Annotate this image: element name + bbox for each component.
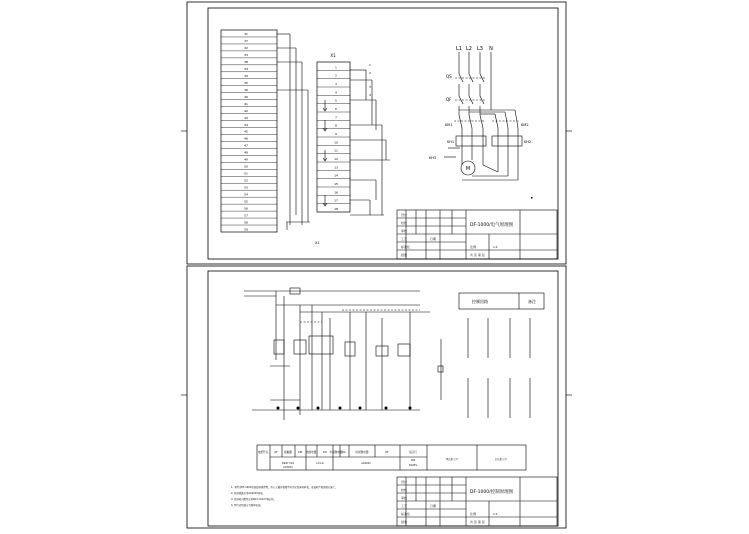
terminal-row-label: 31 — [244, 32, 248, 37]
terminal-row-label: 7 — [335, 115, 337, 120]
title-block-1 — [397, 210, 557, 259]
control-table-header-right: 备注 — [528, 299, 536, 304]
terminal-row-label: 56 — [244, 206, 248, 211]
note-line: 1. 本图为DF-1000系统控制原理图，所有元器件规格型号详见设备材料表，安装时严格按规范施工。 — [231, 486, 338, 489]
spec-table-header: 指示灯 — [409, 451, 417, 454]
power-lines — [456, 46, 493, 52]
terminal-row-label: 40 — [244, 94, 248, 99]
power-line-label: L3 — [477, 46, 483, 52]
note-line: 2. 控制回路采用AC220V供电。 — [231, 492, 266, 495]
motor-label: M — [465, 166, 471, 172]
terminal-row-label: 39 — [244, 74, 248, 79]
terminal-row-label: 3 — [335, 81, 337, 86]
spec-table-header: KM — [298, 451, 302, 454]
spec-table-header: KH — [323, 451, 327, 454]
terminal-row-label: 49 — [244, 157, 248, 162]
spec-table-header: QF — [274, 451, 278, 454]
spec-table-value: AC220V — [361, 462, 371, 465]
terminal-row-label: 59 — [244, 227, 248, 232]
title-block-cell: 比例 — [470, 245, 477, 249]
spec-table-header: KT — [385, 451, 389, 454]
terminal-row-label: 54 — [244, 192, 248, 197]
power-circuit — [444, 52, 522, 180]
kh2-label: KH2 — [524, 140, 532, 144]
title-block-cell: 设计 — [401, 213, 408, 217]
km2-label: KM2 — [521, 123, 529, 127]
spec-table-values — [282, 457, 508, 469]
terminal-row-label: 55 — [244, 199, 248, 204]
power-line-label: L1 — [456, 46, 462, 52]
spec-table-value: LC1-D — [316, 462, 324, 465]
spec-table-value: 绿色指示灯 — [446, 458, 458, 461]
spec-table-header: KA — [342, 451, 346, 454]
spec-table-header: 接触器 — [284, 451, 292, 454]
title-block-cell: 校核 — [401, 221, 408, 225]
terminal-row-label: 13 — [334, 165, 338, 170]
terminal-row-label: 36 — [244, 87, 248, 92]
terminal-block-b-header: X1 — [330, 53, 336, 58]
title-block-cell: 工艺 — [401, 504, 408, 508]
terminal-row-label: 32 — [244, 46, 248, 51]
terminal-side-label: 4 — [369, 93, 371, 97]
terminal-row-label: 18 — [334, 206, 338, 211]
control-circuit-markers — [277, 407, 412, 410]
terminal-row-label: 16 — [334, 190, 338, 195]
notes — [231, 485, 337, 507]
terminal-row-label: 50 — [244, 164, 248, 169]
kh1-label: KH1 — [447, 140, 455, 144]
title-block-cell: 批准 — [401, 253, 408, 257]
terminal-row-label: 45 — [244, 129, 248, 134]
title-block-cell: 共 张 第 张 — [470, 253, 485, 257]
title-block-2-title: DF-1000/控制原理图 — [470, 490, 514, 495]
terminal-row-label: 17 — [334, 198, 338, 203]
control-table-header-left: 控制回路 — [472, 299, 488, 304]
spec-table — [257, 445, 526, 470]
title-block-cell: 日期 — [430, 237, 437, 241]
terminal-row-label: 48 — [244, 150, 248, 155]
title-block-cell: 1:1 — [493, 512, 498, 516]
terminal-row-label: 33 — [244, 53, 248, 58]
title-block-cell: 比例 — [470, 512, 477, 516]
spec-table-value: LR2 — [410, 459, 416, 462]
terminal-row-label: 34 — [244, 67, 248, 72]
terminal-row-label: 42 — [244, 108, 248, 113]
sheet-1 — [181, 2, 572, 264]
spec-table-header: 中间继电器 — [329, 451, 343, 454]
terminal-row-label: 52 — [244, 178, 248, 183]
terminal-block-a — [221, 30, 277, 232]
terminal-row-label: 1 — [335, 65, 337, 70]
spec-table-value: DZ47 C10 — [282, 462, 294, 465]
terminal-row-label: 10 — [334, 140, 338, 145]
control-table-contacts — [468, 318, 530, 418]
terminal-row-label: 8 — [335, 123, 337, 128]
title-block-cell: 日期 — [430, 504, 437, 508]
title-block-2 — [397, 477, 557, 526]
terminal-row-label: 2 — [335, 73, 337, 78]
terminal-row-label: 4 — [335, 90, 337, 95]
title-block-cell: 标准化 — [401, 512, 411, 516]
terminal-row-label: 5 — [335, 98, 337, 103]
title-block-cell: 设计 — [401, 480, 408, 484]
qf-label: QF — [446, 97, 452, 102]
control-circuit-contacts — [438, 339, 443, 400]
terminal-row-label: 43 — [244, 115, 248, 120]
spec-table-header: 时间继电器 — [355, 451, 369, 454]
terminal-row-label: 14 — [334, 173, 338, 178]
terminal-side-label: 3 — [369, 85, 371, 89]
terminal-row-label: 57 — [244, 213, 248, 218]
sheet-1-inner-border — [208, 8, 558, 259]
title-block-1-title: DF-1000/电气原理图 — [470, 223, 514, 228]
title-block-cell: 共 张 第 张 — [470, 520, 485, 524]
title-block-cell: 审核 — [401, 229, 408, 233]
control-circuit — [244, 288, 430, 420]
terminal-row-label: 12 — [334, 156, 338, 161]
km1-label: KM1 — [445, 123, 453, 127]
title-block-cell: 校核 — [401, 488, 408, 492]
terminal-row-label: 9 — [335, 131, 337, 136]
title-block-cell: 工艺 — [401, 237, 408, 241]
title-block-cell: 1:1 — [493, 245, 498, 249]
terminal-block-b-wiring — [323, 70, 390, 215]
spec-table-value: 红色指示灯 — [495, 458, 507, 461]
terminal-row-label: 6 — [335, 106, 337, 111]
terminal-row-label: 35 — [244, 80, 248, 85]
power-line-label: L2 — [466, 46, 472, 52]
terminal-row-label: 15 — [334, 181, 338, 186]
terminal-row-label: 51 — [244, 171, 248, 176]
terminal-row-label: 47 — [244, 143, 248, 148]
power-line-label: N — [489, 46, 493, 52]
terminal-row-label: 46 — [244, 136, 248, 141]
terminal-row-label: 11 — [334, 148, 338, 153]
spec-table-value: DC24V — [408, 464, 418, 467]
terminal-block-a-wiring — [277, 34, 310, 225]
terminal-row-label: 37 — [244, 39, 248, 44]
spec-table-header: 电源开关 — [257, 451, 269, 454]
title-block-cell: 批准 — [401, 520, 408, 524]
note-line: 4. 图中虚线部分为现场安装。 — [231, 504, 263, 507]
spec-table-header: 热继电器 — [305, 451, 317, 454]
terminal-row-label: 38 — [244, 60, 248, 65]
title-block-cell: 标准化 — [401, 245, 411, 249]
qs-label: QS — [446, 74, 452, 79]
title-block-cell: 审核 — [401, 496, 408, 500]
terminal-row-label: 53 — [244, 185, 248, 190]
spec-table-value: AC220V — [283, 466, 293, 469]
terminal-block-b — [317, 53, 350, 212]
terminal-side-label: 2 — [369, 71, 371, 75]
block-caption: X1 — [315, 241, 320, 245]
terminal-row-label: 44 — [244, 122, 248, 127]
terminal-row-label: 41 — [244, 101, 248, 106]
kh3-label: KH3 — [429, 156, 437, 160]
terminal-row-label: 58 — [244, 220, 248, 225]
note-line: 3. 控制箱内配线采用BV-1.5mm²铜芯线。 — [231, 498, 277, 501]
terminal-side-label: 1 — [369, 63, 371, 67]
